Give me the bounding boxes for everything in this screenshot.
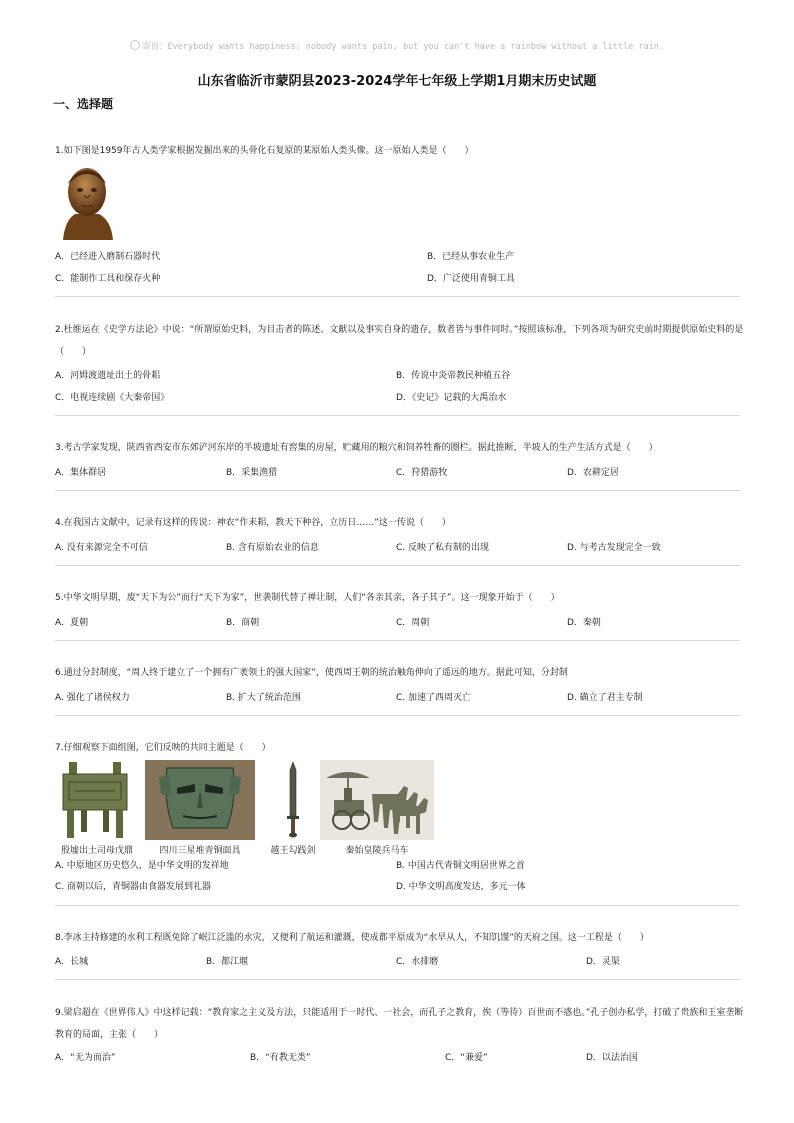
divider — [55, 296, 740, 297]
question-2-option-b[interactable]: B．传说中炎帝教民种植五谷 — [396, 371, 511, 381]
question-1-stem: 1.如下图是1959年古人类学家根据发掘出来的头骨化石复原的某原始人类头像。这一原始人类是（ ） — [55, 146, 474, 156]
question-4-stem: 4.在我国古文献中，记录有这样的传说：神农“作耒耜，教天下种谷，立历日……”这一传说（ ） — [55, 518, 451, 528]
question-4-option-d[interactable]: D. 与考古发现完全一致 — [567, 543, 661, 553]
divider — [55, 640, 740, 641]
divider — [55, 905, 740, 906]
logo-icon — [130, 40, 140, 50]
image-caption: 秦始皇陵兵马车 — [345, 846, 409, 856]
header-motto — [0, 40, 794, 52]
question-7-option-d[interactable]: D. 中华文明高度发达，多元一体 — [396, 882, 526, 892]
question-1-option-d[interactable]: D．广泛使用青铜工具 — [427, 274, 515, 284]
ding-vessel-image — [55, 760, 135, 840]
question-2-option-c[interactable]: C．电视连续剧《大秦帝国》 — [55, 393, 170, 403]
question-6-option-b[interactable]: B. 扩大了统治范围 — [226, 693, 301, 703]
question-9-option-b[interactable]: B．“有教无类” — [250, 1053, 311, 1063]
question-5-option-c[interactable]: C．周朝 — [396, 618, 430, 628]
question-3-stem: 3.考古学家发现，陕西省西安市东郊浐河东岸的半坡遗址有窖集的房屋，贮藏用的粮穴和饲养牲畜的圈栏。据此推断，半坡人的生产生活方式是（ ） — [55, 443, 658, 453]
question-9-option-d[interactable]: D．以法治国 — [586, 1053, 638, 1063]
question-8-option-b[interactable]: B．都江堰 — [206, 957, 249, 967]
question-3-option-d[interactable]: D．农耕定居 — [567, 468, 619, 478]
question-8-option-a[interactable]: A．长城 — [55, 957, 89, 967]
question-5-stem: 5.中华文明早期，废“天下为公”而行“天下为家”，世袭制代替了禅让制，人们“各亲其亲，各子其子”。这一现象开始于（ ） — [55, 593, 560, 603]
divider — [55, 415, 740, 416]
image-caption: 越王勾践剑 — [270, 846, 316, 856]
divider — [55, 715, 740, 716]
question-6-option-d[interactable]: D. 确立了君主专制 — [567, 693, 643, 703]
question-8-stem: 8.李冰主持修建的水利工程既免除了岷江泛滥的水灾，又便利了航运和灌溉，使成都平原成为“水旱从人，不知饥馑”的天府之国。这一工程是（ ） — [55, 933, 649, 943]
question-2-stem: 2.杜维运在《史学方法论》中说：“所谓原始史料，为目击者的陈述、文献以及事实自身的遗存，数者皆与事件同时。”按照该标准，下列各项为研究史前时期提供原始史料的是（ ） — [55, 325, 744, 357]
question-8-option-c[interactable]: C．水排磨 — [396, 957, 439, 967]
terracotta-chariot-image — [320, 760, 434, 840]
primitive-human-bust-image — [55, 162, 119, 240]
sanxingdui-mask-image — [145, 760, 255, 840]
divider — [55, 979, 740, 980]
question-9-option-c[interactable]: C．“兼爱” — [445, 1053, 488, 1063]
header-prefix: 寄语： — [142, 42, 168, 52]
question-1-option-b[interactable]: B．已经从事农业生产 — [427, 252, 515, 262]
divider — [55, 490, 740, 491]
question-5-option-b[interactable]: B．商朝 — [226, 618, 260, 628]
question-7-option-b[interactable]: B. 中国古代青铜文明居世界之首 — [396, 861, 525, 871]
question-3-option-b[interactable]: B．采集渔猎 — [226, 468, 278, 478]
goujian-sword-image — [283, 760, 303, 840]
question-3-option-a[interactable]: A．集体群居 — [55, 468, 107, 478]
section-heading: 一、选择题 — [53, 97, 114, 111]
question-1-option-a[interactable]: A．已经进入磨制石器时代 — [55, 252, 161, 262]
question-5-option-a[interactable]: A．夏朝 — [55, 618, 89, 628]
question-6-option-c[interactable]: C. 加速了西周灭亡 — [396, 693, 472, 703]
question-7-option-c[interactable]: C. 商朝以后，青铜器由食器发展到礼器 — [55, 882, 212, 892]
question-2-option-d[interactable]: D．《史记》记载的大禹治水 — [396, 393, 507, 403]
question-7-stem: 7.仔细观察下面组图，它们反映的共同主题是（ ） — [55, 743, 271, 753]
divider — [55, 565, 740, 566]
question-3-option-c[interactable]: C．狩猎游牧 — [396, 468, 448, 478]
question-7-option-a[interactable]: A. 中原地区历史悠久，是中华文明的发祥地 — [55, 861, 229, 871]
page-title: 山东省临沂市蒙阴县2023-2024学年七年级上学期1月期末历史试题 — [197, 74, 597, 89]
question-4-option-b[interactable]: B. 含有原始农业的信息 — [226, 543, 319, 553]
question-9-option-a[interactable]: A．“无为而治” — [55, 1053, 116, 1063]
question-4-option-c[interactable]: C. 反映了私有制的出现 — [396, 543, 490, 553]
question-6-option-a[interactable]: A. 强化了诸侯权力 — [55, 693, 130, 703]
header-motto-text: Everybody wants happiness; nobody wants pain, but you can't have a rainbow without a little rain. — [167, 42, 664, 52]
question-1-option-c[interactable]: C．能制作工具和保存火种 — [55, 274, 161, 284]
question-8-option-d[interactable]: D．灵渠 — [586, 957, 620, 967]
question-9-stem: 9.梁启超在《世界伟人》中这样记载：“教育家之主义及方法，只能适用于一时代、一社会，而孔子之教育，俟（等待）百世而不惑也。”孔子创办私学，打破了贵族和王室垄断教育的局面，主张（ ） — [55, 1008, 744, 1040]
question-6-stem: 6.通过分封制度，“周人终于建立了一个拥有广袤领土的强大国家”，使西周王朝的统治触角伸向了遥远的地方。据此可知，分封制 — [55, 668, 568, 678]
question-5-option-d[interactable]: D．秦朝 — [567, 618, 601, 628]
image-caption: 殷墟出土司母戊鼎 — [60, 846, 133, 856]
image-caption: 四川三星堆青铜面具 — [159, 846, 241, 856]
question-4-option-a[interactable]: A. 没有来源完全不可信 — [55, 543, 148, 553]
question-2-option-a[interactable]: A．河姆渡遗址出土的骨耜 — [55, 371, 161, 381]
